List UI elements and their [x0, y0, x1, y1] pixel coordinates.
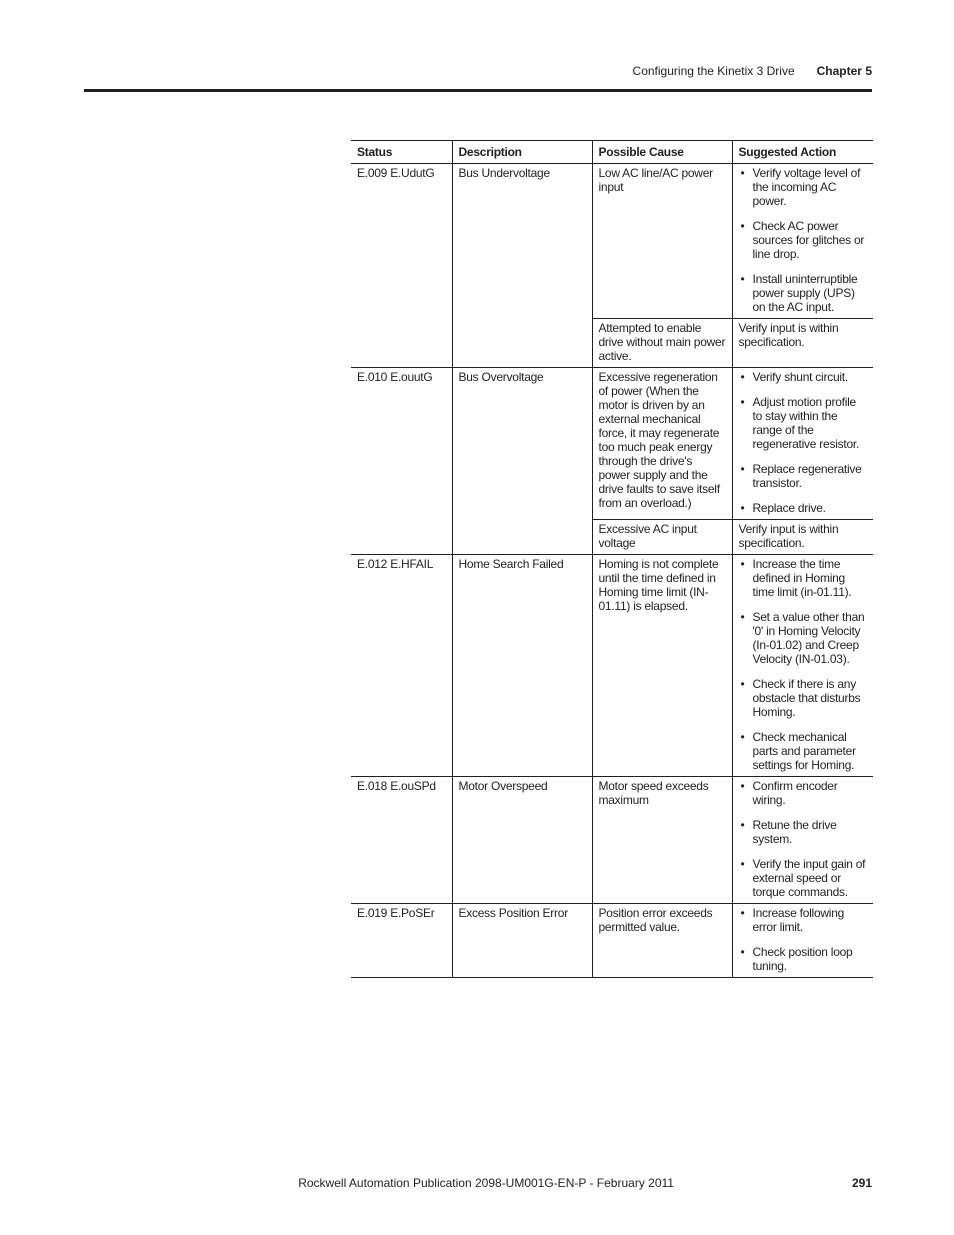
action-list-item: • Check position loop tuning. — [739, 945, 868, 973]
description-cell: Motor Overspeed — [452, 777, 592, 904]
possible-cause-cell: Motor speed exceeds maximum — [592, 777, 732, 904]
description-cell: Bus Undervoltage — [452, 164, 592, 368]
action-list-item: • Adjust motion profile to stay within the range of the regenerative resistor. — [739, 395, 868, 451]
status-code-cell: E.009 E.UdutG — [351, 164, 452, 368]
table-row — [351, 777, 873, 904]
action-list-item: • Check AC power sources for glitches or line drop. — [739, 219, 868, 261]
action-list-item: • Replace drive. — [739, 501, 868, 515]
action-list — [739, 557, 868, 772]
status-code-cell: E.010 E.ouutG — [351, 368, 452, 555]
action-list-item: • Verify the input gain of external speed or torque commands. — [739, 857, 868, 899]
possible-cause-cell: Attempted to enable drive without main power active. — [592, 319, 732, 368]
possible-cause-cell: Low AC line/AC power input — [592, 164, 732, 319]
action-list — [739, 906, 868, 973]
header-rule — [84, 89, 872, 92]
description-cell: Home Search Failed — [452, 555, 592, 777]
action-list-item: • Check mechanical parts and parameter settings for Homing. — [739, 730, 868, 772]
suggested-action-cell — [732, 555, 873, 777]
possible-cause-cell: Homing is not complete until the time defined in Homing time limit (IN-01.11) is elapsed. — [592, 555, 732, 777]
possible-cause-cell: Excessive regeneration of power (When the motor is driven by an external mechanical force, it may regenerate too much peak energy through the drive's power supply and the drive faults to save itself from an overload.) — [592, 368, 732, 520]
action-list — [739, 370, 868, 515]
status-code-cell: E.018 E.ouSPd — [351, 777, 452, 904]
possible-cause-cell: Excessive AC input voltage — [592, 520, 732, 555]
action-list-item: • Increase the time defined in Homing time limit (in-01.11). — [739, 557, 868, 599]
table-row — [351, 164, 873, 319]
suggested-action-cell — [732, 904, 873, 978]
action-list-item: • Install uninterruptible power supply (UPS) on the AC input. — [739, 272, 868, 314]
fault-table-body — [351, 164, 873, 978]
table-row — [351, 904, 873, 978]
possible-cause-cell: Position error exceeds permitted value. — [592, 904, 732, 978]
column-header-possible-cause: Possible Cause — [592, 141, 732, 164]
action-list-item: • Set a value other than '0' in Homing Velocity (In-01.02) and Creep Velocity (IN-01.03). — [739, 610, 868, 666]
action-list-item: • Retune the drive system. — [739, 818, 868, 846]
suggested-action-cell — [732, 368, 873, 520]
suggested-action-cell — [732, 777, 873, 904]
column-header-suggested-action: Suggested Action — [732, 141, 873, 164]
publication-info: Rockwell Automation Publication 2098-UM001G-EN-P - February 2011 — [298, 1176, 674, 1190]
chapter-label: Chapter 5 — [816, 64, 872, 78]
action-text: Verify input is within specification. — [738, 321, 839, 349]
action-list — [739, 779, 868, 899]
section-title: Configuring the Kinetix 3 Drive — [632, 64, 795, 78]
status-code-cell: E.019 E.PoSEr — [351, 904, 452, 978]
table-row — [351, 555, 873, 777]
status-code-cell: E.012 E.HFAIL — [351, 555, 452, 777]
action-list-item: • Increase following error limit. — [739, 906, 868, 934]
suggested-action-cell — [732, 319, 873, 368]
table-row — [351, 368, 873, 520]
action-list-item: • Confirm encoder wiring. — [739, 779, 868, 807]
page-header — [0, 64, 872, 78]
action-list-item: • Replace regenerative transistor. — [739, 462, 868, 490]
fault-code-table — [351, 140, 873, 978]
description-cell: Bus Overvoltage — [452, 368, 592, 555]
action-list-item: • Verify shunt circuit. — [739, 370, 868, 384]
suggested-action-cell — [732, 164, 873, 319]
action-list — [739, 166, 868, 314]
action-list-item: • Check if there is any obstacle that disturbs Homing. — [739, 677, 868, 719]
action-list-item: • Verify voltage level of the incoming AC power. — [739, 166, 868, 208]
table-header-row — [351, 141, 873, 164]
action-text: Verify input is within specification. — [738, 522, 839, 550]
column-header-status: Status — [351, 141, 452, 164]
page-number: 291 — [851, 1176, 872, 1190]
description-cell: Excess Position Error — [452, 904, 592, 978]
page-footer — [0, 1176, 872, 1190]
column-header-description: Description — [452, 141, 592, 164]
suggested-action-cell — [732, 520, 873, 555]
